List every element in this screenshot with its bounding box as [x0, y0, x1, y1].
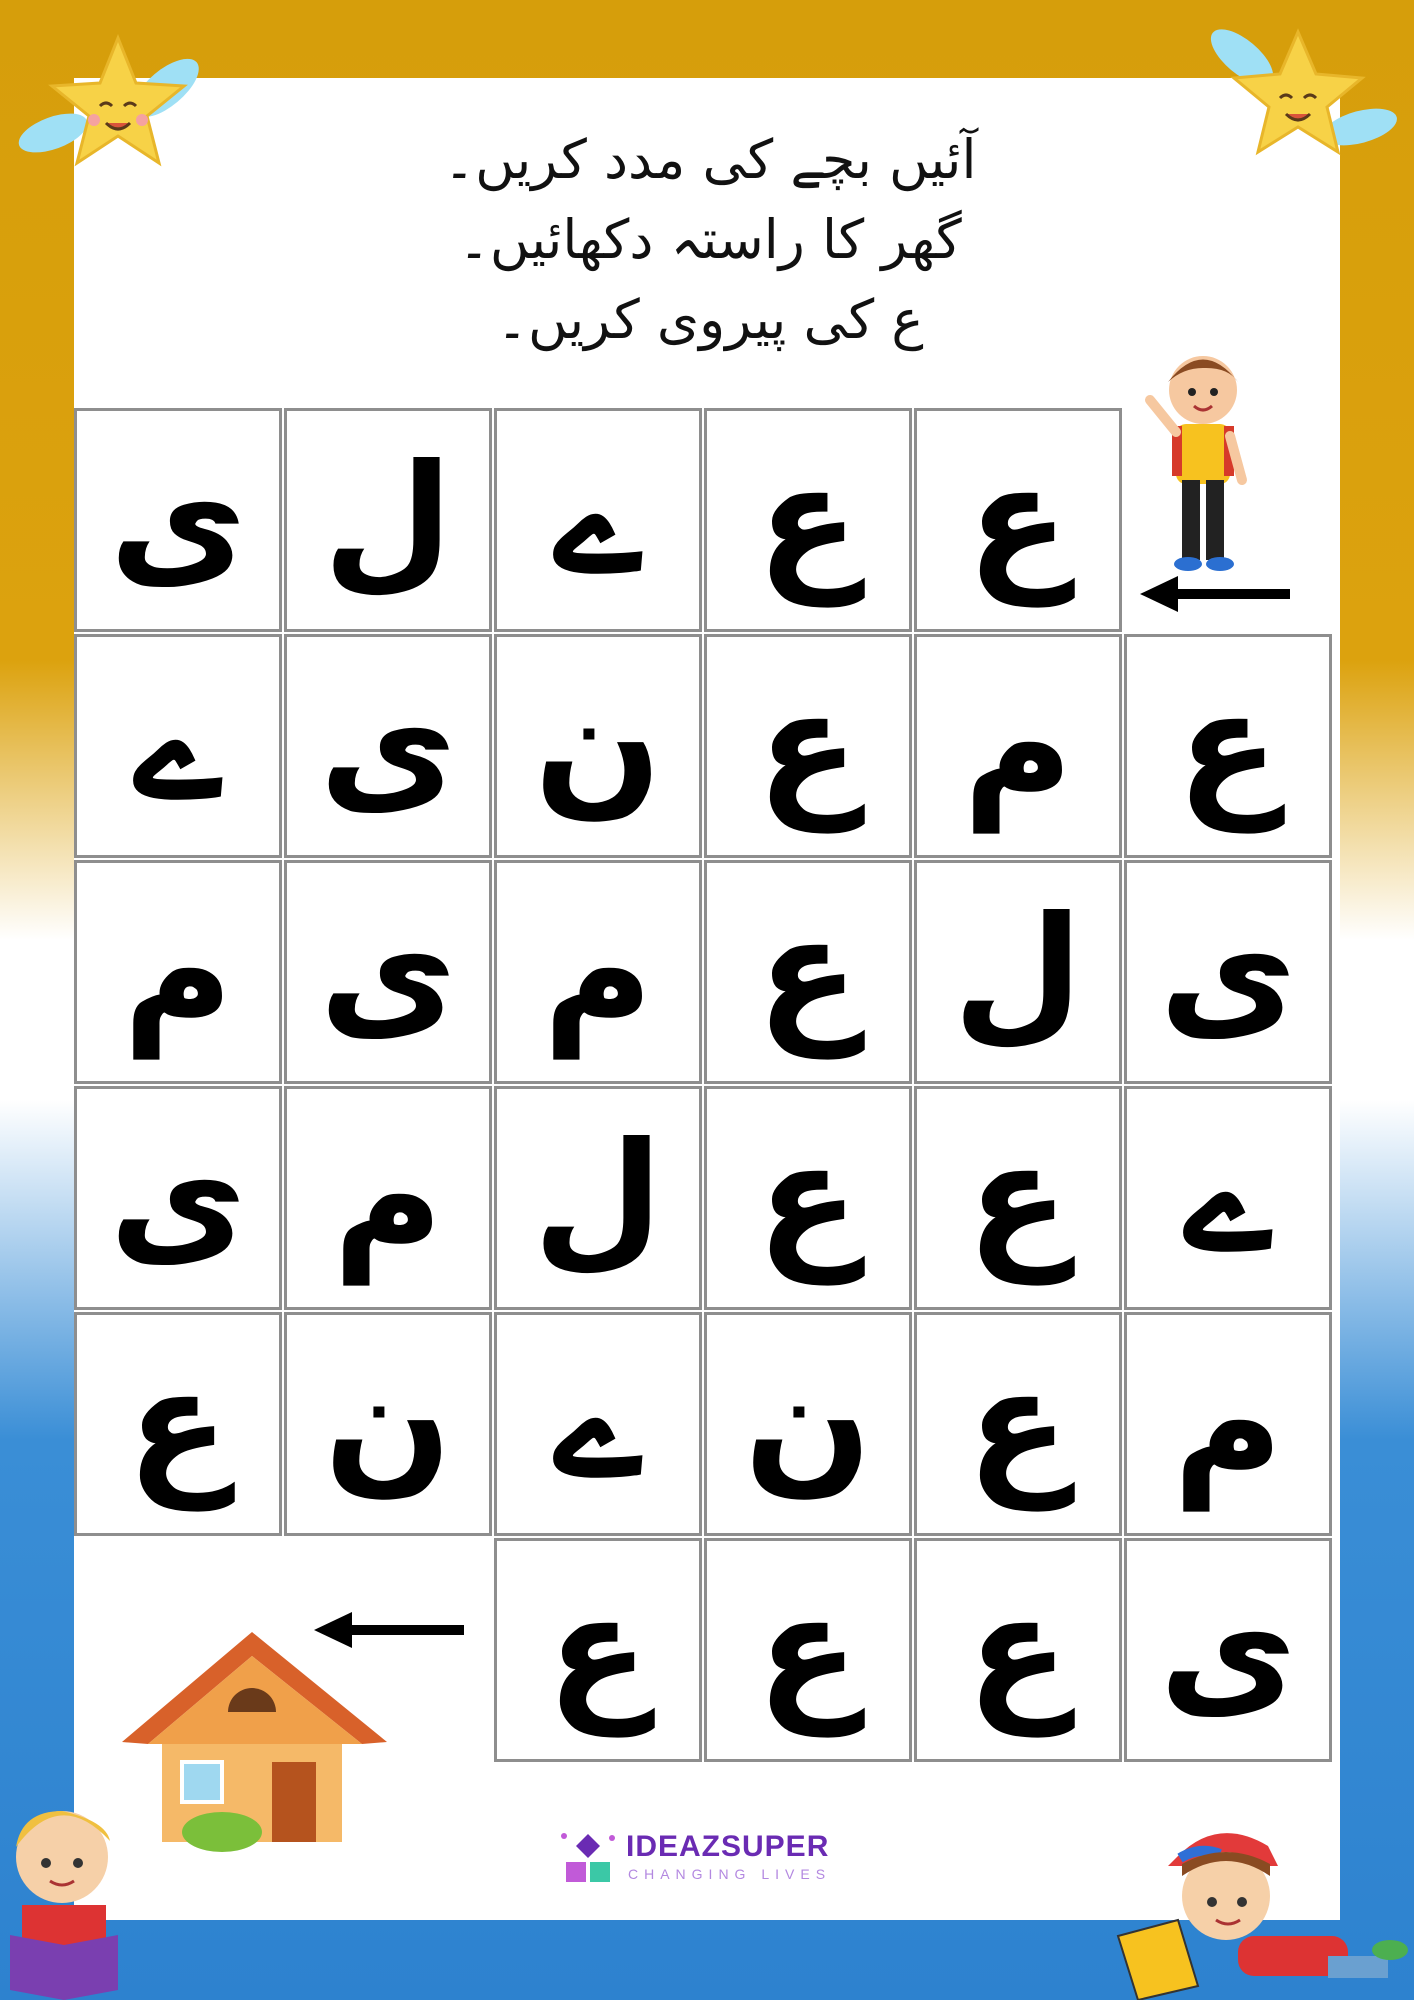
- maze-letter: ی: [319, 885, 457, 1059]
- maze-cell: [704, 1086, 912, 1310]
- maze-letter: ع: [966, 1563, 1070, 1737]
- maze-letter: ل: [532, 1111, 664, 1285]
- maze-letter: ع: [756, 433, 860, 607]
- instruction-line: ع کی پیروی کریں۔: [496, 288, 924, 351]
- house-icon: [122, 1622, 402, 1862]
- boy-icon: [1138, 340, 1268, 580]
- maze-letter: ے: [554, 1337, 642, 1511]
- instruction-line: گھر کا راستہ دکھائیں۔: [458, 208, 962, 271]
- boy-reading-icon: [0, 1795, 130, 2000]
- maze-letter: ن: [533, 659, 663, 833]
- maze-cell: [914, 408, 1122, 632]
- maze-letter: م: [333, 1111, 443, 1285]
- maze-cell: [1124, 1312, 1332, 1536]
- maze-letter: ع: [756, 659, 860, 833]
- maze-cell: [284, 1312, 492, 1536]
- brand-name: IDEAZSUPER: [626, 1830, 830, 1863]
- logo-mark-icon: [556, 1828, 620, 1888]
- maze-letter: ع: [966, 1111, 1070, 1285]
- maze-cell: [704, 860, 912, 1084]
- maze-cell: [914, 634, 1122, 858]
- maze-letter: ی: [109, 433, 247, 607]
- maze-letter: م: [543, 885, 653, 1059]
- maze-cell: [494, 1312, 702, 1536]
- maze-cell: [284, 634, 492, 858]
- maze-cell: [74, 408, 282, 632]
- maze-letter: ے: [554, 433, 642, 607]
- maze-letter: م: [123, 885, 233, 1059]
- instructions: [300, 120, 1120, 360]
- maze-cell: [1124, 634, 1332, 858]
- maze-cell: [284, 1086, 492, 1310]
- maze-cell: [284, 860, 492, 1084]
- maze-letter: م: [1173, 1337, 1283, 1511]
- maze-cell: [704, 408, 912, 632]
- maze-letter: ع: [966, 1337, 1070, 1511]
- star-icon: [1200, 12, 1400, 162]
- maze-letter: ع: [546, 1563, 650, 1737]
- maze-cell: [1124, 1538, 1332, 1762]
- maze-letter: ع: [1176, 659, 1280, 833]
- maze-letter: ع: [126, 1337, 230, 1511]
- girl-reading-icon: [1108, 1816, 1414, 2000]
- brand-tagline: CHANGING LIVES: [628, 1866, 832, 1882]
- maze-cell: [914, 860, 1122, 1084]
- maze-cell: [494, 860, 702, 1084]
- maze-letter: ے: [1184, 1111, 1272, 1285]
- instruction-line: آئیں بچے کی مدد کریں۔: [443, 128, 977, 191]
- maze-cell: [704, 634, 912, 858]
- brand-logo: [556, 1828, 876, 1888]
- maze-cell: [914, 1538, 1122, 1762]
- maze-letter: ی: [1159, 1563, 1297, 1737]
- maze-letter: ن: [323, 1337, 453, 1511]
- maze-cell: [1124, 1086, 1332, 1310]
- maze-cell: [74, 1086, 282, 1310]
- maze-cell: [284, 408, 492, 632]
- maze-cell: [704, 1538, 912, 1762]
- maze-letter: ے: [134, 659, 222, 833]
- maze-cell: [494, 634, 702, 858]
- maze-letter: ع: [966, 433, 1070, 607]
- maze-letter: ی: [1159, 885, 1297, 1059]
- maze-letter: ع: [756, 1111, 860, 1285]
- maze-cell: [1124, 860, 1332, 1084]
- maze-letter: ل: [322, 433, 454, 607]
- maze-letter: ی: [319, 659, 457, 833]
- maze-cell: [494, 1086, 702, 1310]
- maze-cell: [74, 860, 282, 1084]
- maze-cell: [74, 1312, 282, 1536]
- maze-letter: ع: [756, 885, 860, 1059]
- maze-cell: [704, 1312, 912, 1536]
- maze-cell: [494, 1538, 702, 1762]
- maze-letter: ع: [756, 1563, 860, 1737]
- maze-cell: [914, 1086, 1122, 1310]
- maze-cell: [914, 1312, 1122, 1536]
- maze-cell: [74, 634, 282, 858]
- maze-letter: ن: [743, 1337, 873, 1511]
- maze-letter: م: [963, 659, 1073, 833]
- star-icon: [8, 28, 208, 178]
- maze-letter: ل: [952, 885, 1084, 1059]
- maze-letter: ی: [109, 1111, 247, 1285]
- maze-cell: [494, 408, 702, 632]
- arrow-left-icon: [1138, 572, 1294, 616]
